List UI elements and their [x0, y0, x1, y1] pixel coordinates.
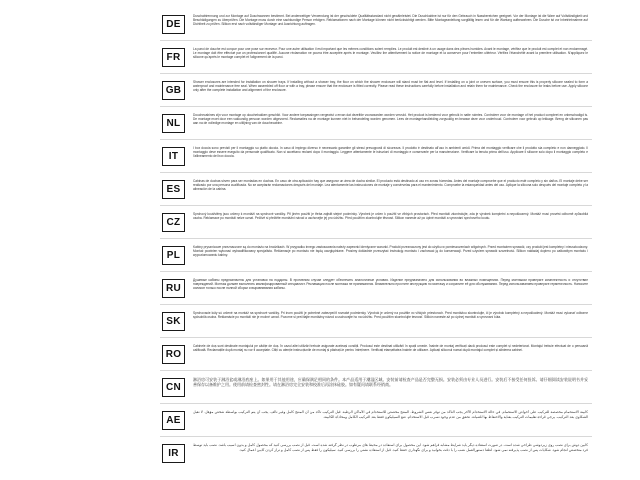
- divider: [160, 271, 592, 272]
- divider: [160, 238, 592, 239]
- divider: [160, 139, 592, 140]
- divider: [160, 370, 592, 371]
- section-cn: [0, 377, 640, 403]
- language-badge-fr: FR: [162, 48, 185, 67]
- section-text-sk: Sprchovacie kúty sú určené na montáž na sprchové vaničky. Pri inom použití je potrebné zabezpečiť rovnaké podmienky. Výrobok je určený na použitie vo vlhkých priestoroch. Pred montážou skontrolujte, či je výrobok kompletný a nepoškodený. Montáž musí vykonať odborne spôsobilá osoba. Reklamácie po montáži nie je možné uznať. Pozorne si prečítajte montážny návod a uschovajte ho na údržbu. Pred použitím skontrolujte tesnosť. Silikón naneste až po úplnej montáži a vyrovnaní kúta.: [193, 311, 588, 320]
- section-it: [0, 146, 640, 172]
- section-text-cn: 淋浴房可安装于淋浴盆或淋浴底座上。如果用于其他用途，应确保满足相同的条件。本产品适用于潮湿区域。安装前请检查产品是否完整无损。安装必须由专业人员进行。安装后不接受任何投诉。请仔细阅读安装说明书并妥善保存以备维护之用。使用前请检查密封性。请在淋浴房完全安装和校准后再涂抹硅胶。如有疑问请联系经销商。: [193, 377, 588, 387]
- section-de: [0, 14, 640, 40]
- divider: [160, 172, 592, 173]
- language-badge-de: DE: [162, 15, 185, 34]
- section-ae: [0, 410, 640, 436]
- section-text-fr: La paroi de douche est conçue pour une pose sur receveur. Pour une autre utilisation il est important que les mêmes conditions soient remplies. Le produit est destiné à un usage dans des pièces humides. Avant le montage, vérifiez que le produit est complet et non endommagé. Le montage doit être effectué par un professionnel qualifié. Aucune réclamation ne pourra être acceptée après le montage. Veuillez lire attentivement la notice de montage et la conserver pour l'entretien ultérieur. Vérifiez l'étanchéité avant la première utilisation. N'appliquez le silicone qu'après le montage complet et l'alignement de la paroi.: [193, 47, 588, 60]
- section-ir: [0, 443, 640, 469]
- section-text-ae: كابينة الاستحمام مخصصة للتركيب على أحواض الاستحمام. في حالة الاستخدام الآخر يجب التأكد من توفر نفس الشروط. المنتج مخصص للاستخدام في الأماكن الرطبة. قبل التركيب تأكد من أن المنتج كامل وغير تالف. يجب أن يتم التركيب بواسطة شخص مؤهل. لا تقبل الشكاوى بعد التركيب. يرجى قراءة تعليمات التركيب بعناية والاحتفاظ بها للصيانة. تحقق من عدم وجود تسرب قبل الاستخدام. ضع السيليكون فقط بعد التركيب الكامل ومحاذاة الكابينة.: [193, 410, 588, 419]
- section-text-es: Cabinas de duchas sirven para ser montadas en duchas. En caso de otra aplicación hay que asegurar un área de ducha similar. El producto está destinado al uso en zonas húmedas. Antes del montaje compruebe que el producto esté completo y sin daños. El montaje debe ser realizado por una persona cualificada. No se aceptarán reclamaciones después del montaje. Lea atentamente las instrucciones de montaje y consérvelas para el mantenimiento. Compruebe la estanqueidad antes del uso. Aplique la silicona solo después del montaje completo y la alineación de la cabina.: [193, 179, 588, 192]
- language-badge-gb: GB: [162, 81, 185, 100]
- section-pl: [0, 245, 640, 271]
- language-badge-pl: PL: [162, 246, 185, 265]
- language-badge-nl: NL: [162, 114, 185, 133]
- divider: [160, 106, 592, 107]
- section-text-cz: Sprchový kout/stěny jsou určeny k montáži na sprchové vaničky. Při jiném použití je třeba zajistit stejné podmínky. Výrobek je určen k použití ve vlhkých prostorách. Před montáží zkontrolujte, zda je výrobek kompletní a nepoškozený. Montáž musí provést odborně způsobilá osoba. Reklamace po montáži nelze uznat. Pečlivě si přečtěte montážní návod a uschovejte jej pro údržbu. Před použitím zkontrolujte těsnost. Silikon naneste až po úplné montáži a vyrovnání sprchového koutu.: [193, 212, 588, 221]
- language-badge-ru: RU: [162, 279, 185, 298]
- divider: [160, 436, 592, 437]
- divider: [160, 40, 592, 41]
- section-text-it: I box doccia sono previsti per il montaggio su piatto doccia. In caso di impiego diverso è necessario garantire gli stessi presupposti di sicurezza. Il prodotto è destinato all'uso in ambienti umidi. Prima del montaggio verificare che il prodotto sia completo e non danneggiato. Il montaggio deve essere eseguito da personale qualificato. Non si accettano reclami dopo il montaggio. Leggere attentamente le istruzioni di montaggio e conservarle per la manutenzione. Verificare la tenuta prima dell'uso. Applicare il silicone solo dopo il montaggio completo e l'allineamento del box doccia.: [193, 146, 588, 159]
- section-cz: [0, 212, 640, 238]
- section-nl: [0, 113, 640, 139]
- section-es: [0, 179, 640, 205]
- divider: [160, 337, 592, 338]
- section-text-ro: Cabinele de duș sunt destinate montajului pe cădițe de duș. În cazul altei utilizări trebuie asigurate aceleași condiții. Produsul este destinat utilizării în spații umede. Înainte de montaj verificați dacă produsul este complet și nedeteriorat. Montajul trebuie efectuat de o persoană calificată. Reclamațiile după montaj nu vor fi acceptate. Citiți cu atenție instrucțiunile de montaj și păstrați-le pentru întreținere. Verificați etanșeitatea înainte de utilizare. Aplicați siliconul numai după montajul complet și alinierea cabinei.: [193, 344, 588, 353]
- language-badge-es: ES: [162, 180, 185, 199]
- language-badge-ir: IR: [162, 444, 185, 463]
- section-text-ru: Душевые кабины предназначены для установки на поддоны. В противном случае следует обеспечить аналогичные условия. Изделие предназначено для использования во влажных помещениях. Перед монтажом проверьте комплектность и отсутствие повреждений. Монтаж должен выполнять квалифицированный специалист. Рекламации после монтажа не принимаются. Внимательно прочтите инструкцию по монтажу и сохраните её для обслуживания. Перед использованием проверьте герметичность. Наносите силикон только после полной сборки и выравнивания кабины.: [193, 278, 588, 291]
- section-text-gb: Shower enclosures are intended for installation on shower trays. If installing without a shower tray, the floor on which the shower enclosure will stand must be flat and level. If installing on a joint or uneven surface, you must ensure this is properly silicone sealed to form a waterproof and maintenance free seal. When assembled off floor or with a tray, please ensure that the enclosure is fitted correctly. Please read these instructions carefully before installation and retain them for maintenance. Check the enclosure for leaks before use. Apply silicone only after the complete installation and alignment of the enclosure.: [193, 80, 588, 93]
- language-badge-ae: AE: [162, 411, 185, 430]
- section-sk: [0, 311, 640, 337]
- section-text-de: Duschabtrennung und zur Montage auf Duschwannen bestimmt. Bei anderweitiger Verwendung ist der geschuldete Qualitätsstandard nicht gewährleistet. Die Duschkabine ist nur für den Gebrauch in Nassbereichen geeignet. Vor der Montage ist die Ware auf Vollständigkeit und Beschädigungen zu überprüfen. Die Montage muss durch eine sachkundige Person erfolgen. Reklamationen nach der Montage können nicht berücksichtigt werden. Bitte Montageanleitung sorgfältig lesen und für die Wartung aufbewahren. Die Dusche ist vor Inbetriebnahme auf Dichtheit zu prüfen. Silikon erst nach vollständiger Montage und Ausrichtung auftragen.: [193, 14, 588, 27]
- language-badge-sk: SK: [162, 312, 185, 331]
- divider: [160, 304, 592, 305]
- divider: [160, 205, 592, 206]
- divider: [160, 403, 592, 404]
- section-text-pl: Kabiny prysznicowe przeznaczone są do montażu na brodzikach. W przypadku innego zastosowania należy zapewnić identyczne warunki. Produkt przeznaczony jest do użytku w pomieszczeniach wilgotnych. Przed montażem sprawdź, czy produkt jest kompletny i nieuszkodzony. Montaż powinien wykonać wykwalifikowany specjalista. Reklamacje po montażu nie będą uwzględniane. Prosimy dokładnie przeczytać instrukcję montażu i zachować ją do konserwacji. Przed użyciem sprawdź szczelność. Silikon nakładaj dopiero po całkowitym montażu i wypoziomowaniu kabiny.: [193, 245, 588, 258]
- language-badge-it: IT: [162, 147, 185, 166]
- section-gb: [0, 80, 640, 106]
- section-text-nl: Douchecabines zijn voor montage op douchebakken geschikt. Voor andere toepassingen vergewist u ervan dat dezelfde voorwaarden worden vervuld. Het product is bestemd voor gebruik in natte ruimtes. Controleer voor de montage of het product compleet en onbeschadigd is. De montage moet door een vakkundig persoon worden uitgevoerd. Reclamaties na de montage kunnen niet in behandeling worden genomen. Lees de montagehandleiding zorgvuldig en bewaar deze voor onderhoud. Controleer voor gebruik op lekkage. Breng de siliconen pas aan na de volledige montage en uitlijning van de douchecabine.: [193, 113, 588, 126]
- language-badge-ro: RO: [162, 345, 185, 364]
- language-badge-cz: CZ: [162, 213, 185, 232]
- section-ro: [0, 344, 640, 370]
- section-fr: [0, 47, 640, 73]
- divider: [160, 73, 592, 74]
- section-ru: [0, 278, 640, 304]
- section-text-ir: کابین دوش برای نصب روی زیردوشی طراحی شده است. در صورت استفاده دیگر باید شرایط مشابه فراهم شود. این محصول برای استفاده در محیط های مرطوب در نظر گرفته شده است. قبل از نصب بررسی کنید که محصول کامل و بدون آسیب باشد. نصب باید توسط فرد متخصص انجام شود. شکایات پس از نصب پذیرفته نمی شود. لطفا دستورالعمل نصب را با دقت بخوانید و برای نگهداری حفظ کنید. قبل از استفاده نشتی را بررسی کنید. سیلیکون را فقط پس از نصب کامل و تراز کردن کابین اعمال کنید.: [193, 443, 588, 452]
- language-badge-cn: CN: [162, 378, 185, 397]
